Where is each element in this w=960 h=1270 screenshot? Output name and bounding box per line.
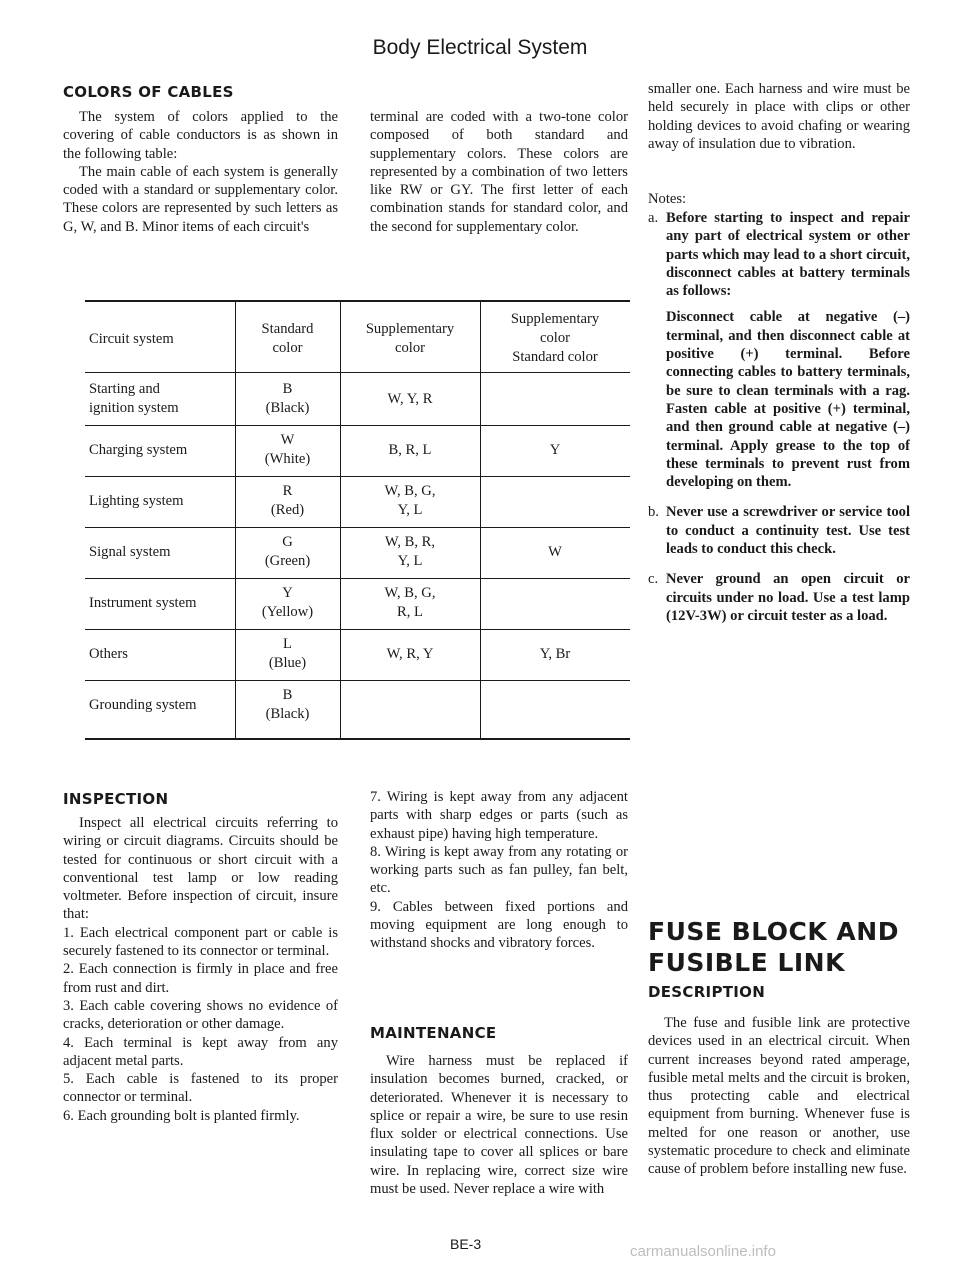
table-cell-supplementary: [340, 584, 480, 622]
table-cell-standard: [235, 431, 340, 469]
table-header-line: color: [272, 340, 303, 356]
table-cell-line: Charging system: [89, 442, 188, 458]
note-a: [648, 209, 910, 491]
table-cell-two-tone: [480, 645, 630, 664]
table-header-cell: [235, 320, 340, 358]
table-cell-line: (Black): [265, 400, 310, 416]
inspection-item: 9. Cables between fixed portions and moving equipment are long enough to withstand shocks and vibratory forces.: [370, 898, 628, 952]
colors-of-cables-heading: COLORS OF CABLES: [63, 83, 234, 101]
table-cell-line: (Blue): [268, 655, 307, 671]
watermark: carmanualsonline.info: [630, 1243, 776, 1260]
table-cell-line: (Yellow): [261, 604, 314, 620]
table-header-line: Supplementary: [510, 311, 600, 327]
inspection-item: 8. Wiring is kept away from any rotating or working parts such as fan pulley, fan belt, etc.: [370, 843, 628, 897]
table-row-rule: [85, 476, 630, 477]
inspection-heading: INSPECTION: [63, 790, 169, 808]
table-cell-line: Grounding system: [89, 697, 197, 713]
colors-paragraph-2: The main cable of each system is generally coded with a standard or supplementary color. These colors are represented by such letters as G, W, and B. Minor items of each circuit's: [63, 163, 338, 235]
table-header-rule: [85, 372, 630, 373]
table-top-rule: [85, 300, 630, 302]
table-cell-line: Y: [282, 585, 293, 601]
table-cell-standard: [235, 686, 340, 724]
table-header-line: color: [395, 340, 425, 356]
table-cell-system: [85, 380, 239, 418]
maintenance-text: Wire harness must be replaced if insulation becomes burned, cracked, or deteriorated. Whenever it is necessary to splice or repair a wire, be sure to use resin flux solder or electrical connections. Use insulating tape to cover all splices or bare wire. In replacing wire, correct size wire must be used. Never replace a wire with: [370, 1053, 628, 1198]
colors-continuation: terminal are coded with a two-tone color composed of both standard and supplementary colors. These colors are represented by a combination of two letters like RW or GY. The first letter of each combination stands for standard color, and the second for supplementary color.: [370, 109, 628, 235]
table-cell-system: [85, 696, 239, 715]
inspection-item: 3. Each cable covering shows no evidence of cracks, deterioration or other damage.: [63, 997, 338, 1033]
note-subtext: Disconnect cable at negative (–) terminal, and then disconnect cable at positive (+) terminal. Before connecting cables to battery terminals, be sure to clean terminals with a rag. Fasten cable at positive (+) terminal, and then ground cable at negative (–) terminal. Apply grease to the top of these terminals to prevent rust from developing on them.: [666, 309, 910, 491]
note-label: b.: [648, 504, 659, 521]
description-heading: DESCRIPTION: [648, 983, 766, 1001]
table-cell-line: L: [283, 636, 292, 652]
table-header-cell: [85, 330, 239, 349]
table-cell-supplementary: [340, 482, 480, 520]
table-cell-line: (White): [264, 451, 311, 467]
table-cell-line: ignition system: [89, 400, 179, 416]
table-cell-two-tone: [480, 543, 630, 562]
inspection-continued: [370, 788, 628, 953]
table-cell-system: [85, 543, 239, 562]
table-header-line: color: [540, 330, 570, 346]
table-cell-line: B, R, L: [388, 442, 432, 458]
table-cell-line: Y, Br: [539, 646, 571, 662]
table-bottom-rule: [85, 738, 630, 740]
inspection-intro: Inspect all electrical circuits referring to wiring or circuit diagrams. Circuits should be tested for continuous or short circuit with a conventional test lamp or low reading voltmeter. Before inspection of circuit, insure that:: [63, 815, 338, 923]
page-number: BE-3: [450, 1236, 482, 1252]
colors-paragraph-1: The system of colors applied to the covering of cable conductors is as shown in the following table:: [63, 109, 338, 162]
table-header-line: Circuit system: [89, 331, 174, 347]
maintenance-heading: MAINTENANCE: [370, 1024, 497, 1042]
table-cell-standard: [235, 584, 340, 622]
table-header-cell: [480, 310, 630, 367]
note-label: a.: [648, 210, 659, 226]
table-cell-standard: [235, 533, 340, 571]
table-header-line: Standard color: [512, 349, 598, 365]
table-row-rule: [85, 527, 630, 528]
notes-list: [648, 209, 910, 625]
table-cell-line: Starting and: [89, 381, 160, 397]
table-cell-line: Lighting system: [89, 493, 184, 509]
note-text: Before starting to inspect and repair any part of electrical system or other parts which may lead to a short circuit, disconnect cables at battery terminals as follows:: [666, 210, 910, 300]
table-cell-system: [85, 441, 239, 460]
table-cell-supplementary: [340, 441, 480, 460]
inspection-item: 1. Each electrical component part or cable is securely fastened to its connector or terminal.: [63, 924, 338, 960]
inspection-item: 2. Each connection is firmly in place and free from rust and dirt.: [63, 961, 338, 996]
fuse-block-title: [648, 916, 899, 978]
table-cell-line: G: [282, 534, 293, 550]
table-cell-line: (Red): [270, 502, 305, 518]
table-cell-supplementary: [340, 390, 480, 409]
table-cell-supplementary: [340, 533, 480, 571]
table-cell-line: W, Y, R: [387, 391, 433, 407]
harness-continuation: smaller one. Each harness and wire must be held securely in place with clips or other holding devices to avoid chafing or wearing away of insulation due to vibration.: [648, 81, 910, 152]
table-cell-line: Instrument system: [89, 595, 197, 611]
table-cell-system: [85, 492, 239, 511]
table-cell-line: R, L: [397, 604, 423, 620]
note-b: [648, 503, 910, 558]
table-header-line: Standard: [261, 321, 314, 337]
note-text: Never use a screwdriver or service tool to conduct a continuity test. Use test leads to conduct this check.: [666, 504, 910, 558]
fuse-title-line: FUSIBLE LINK: [648, 948, 845, 977]
note-label: c.: [648, 571, 659, 588]
table-cell-line: (Green): [264, 553, 311, 569]
inspection-item: 7. Wiring is kept away from any adjacent parts with sharp edges or parts (such as exhaust pipe) having high temperature.: [370, 789, 628, 842]
table-cell-line: Y: [549, 442, 561, 458]
table-cell-line: W, R, Y: [386, 646, 434, 662]
table-header-line: Supplementary: [365, 321, 455, 337]
table-cell-line: W, B, G,: [384, 483, 436, 499]
fuse-description-text: The fuse and fusible link are protective devices used in an electrical circuit. When current increases beyond rated amperage, fusible metal melts and the circuit is broken, thus protecting cable and electrical equipment from burning. Whenever fuse is melted for one reason or another, use systematic procedure to check and eliminate cause of problem before installing new fuse.: [648, 1015, 910, 1178]
table-row-rule: [85, 578, 630, 579]
colors-intro: [63, 108, 338, 236]
cable-color-table: [85, 300, 630, 742]
note-text: Never ground an open circuit or circuits under no load. Use a test lamp (12V-3W) or circuit tester as a load.: [666, 571, 910, 624]
table-cell-two-tone: [480, 441, 630, 460]
notes-label: Notes:: [648, 191, 687, 207]
table-cell-standard: [235, 482, 340, 520]
table-cell-line: Others: [89, 646, 128, 662]
table-cell-line: Y, L: [397, 553, 423, 569]
table-header-cell: [340, 320, 480, 358]
table-cell-line: Signal system: [89, 544, 171, 560]
table-cell-standard: [235, 635, 340, 673]
inspection-item: 4. Each terminal is kept away from any adjacent metal parts.: [63, 1034, 338, 1069]
table-cell-line: W, B, G,: [384, 585, 436, 601]
table-row-rule: [85, 425, 630, 426]
table-column-line: [340, 300, 341, 740]
table-cell-system: [85, 594, 239, 613]
table-cell-line: W, B, R,: [384, 534, 436, 550]
table-row-rule: [85, 629, 630, 630]
inspection-item: 6. Each grounding bolt is planted firmly.: [63, 1107, 300, 1124]
table-cell-line: Y, L: [397, 502, 423, 518]
running-header: Body Electrical System: [372, 36, 588, 59]
fuse-title-line: FUSE BLOCK AND: [648, 917, 899, 946]
table-cell-line: B: [282, 687, 293, 703]
table-cell-line: W: [548, 544, 562, 560]
inspection-body: [63, 814, 338, 1125]
table-cell-standard: [235, 380, 340, 418]
note-c: [648, 570, 910, 625]
inspection-item: 5. Each cable is fastened to its proper connector or terminal.: [63, 1071, 338, 1106]
table-cell-line: R: [282, 483, 293, 499]
table-row-rule: [85, 680, 630, 681]
table-cell-supplementary: [340, 645, 480, 664]
table-cell-system: [85, 645, 239, 664]
table-cell-line: (Black): [265, 706, 310, 722]
table-cell-line: B: [282, 381, 293, 397]
table-column-line: [235, 300, 236, 740]
table-cell-line: W: [280, 432, 295, 448]
